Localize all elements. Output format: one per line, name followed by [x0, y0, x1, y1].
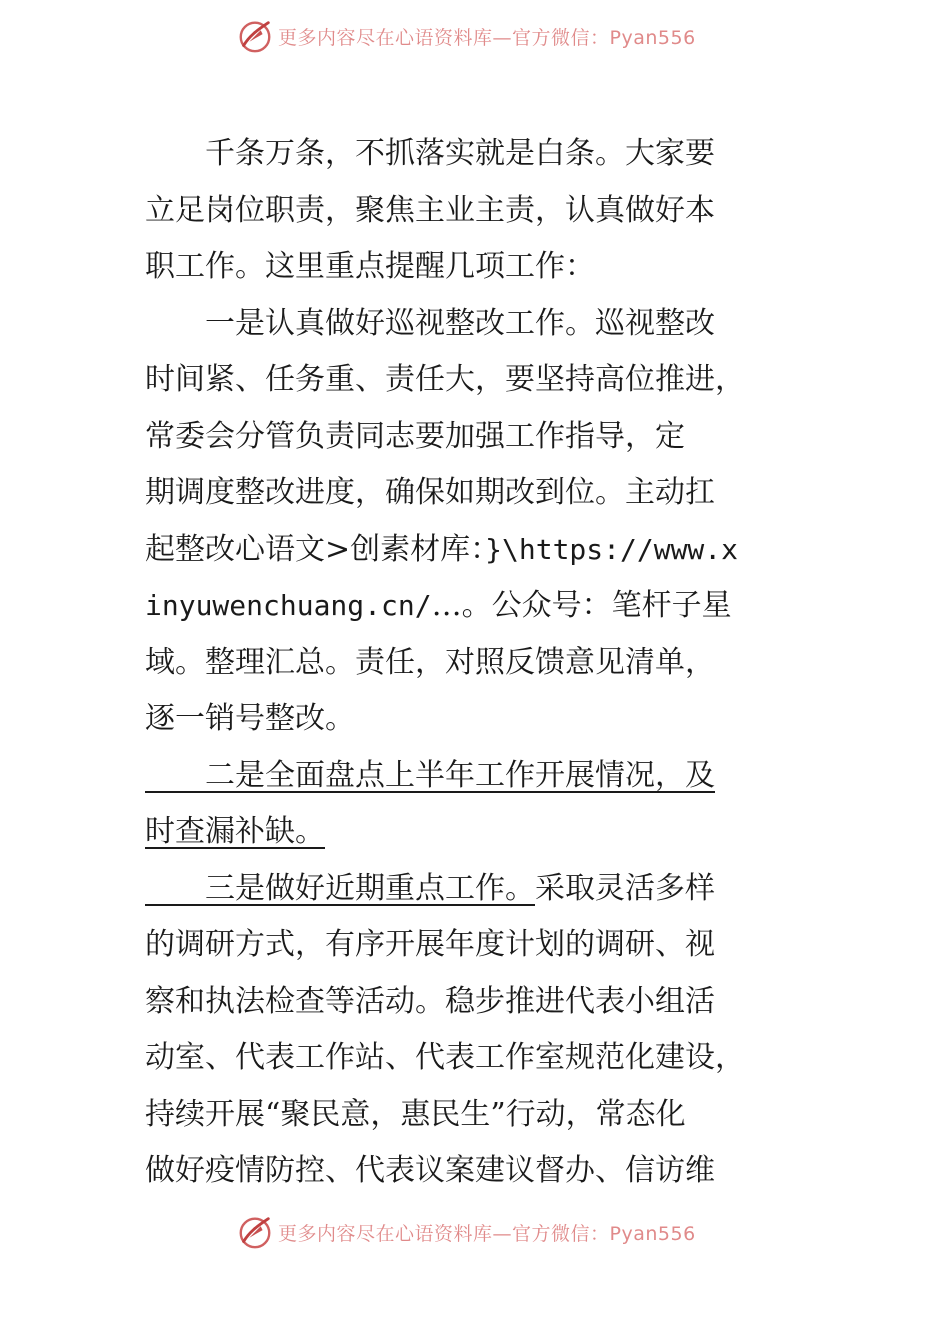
- underlined-text: 三是做好近期重点工作。: [145, 870, 535, 906]
- text-span: 做好疫情防控、代表议案建议督办、信访维: [145, 1153, 715, 1188]
- text-line: [145, 974, 825, 1031]
- text-line: [145, 691, 825, 748]
- text-line: [145, 183, 825, 240]
- underlined-text: 二是全面盘点上半年工作开展情况，及: [145, 757, 715, 793]
- text-line: [145, 917, 825, 974]
- watermark-text: 更多内容尽在心语资料库—官方微信：Pyan556: [278, 26, 696, 49]
- text-span: 采取灵活多样: [535, 870, 715, 906]
- text-span: 逐一销号整改。: [145, 701, 355, 736]
- text-line: [145, 635, 825, 692]
- text-line: [145, 409, 825, 466]
- text-span: 察和执法检查等活动。稳步推进代表小组活: [145, 983, 715, 1019]
- text-line: [145, 1087, 825, 1144]
- url-text: }\https://www.x: [485, 532, 739, 566]
- text-line: [145, 748, 825, 805]
- text-line: [145, 1143, 825, 1200]
- text-span: 起整改心语文>创素材库：: [145, 531, 486, 567]
- text-line: [145, 296, 825, 353]
- text-span: 的调研方式，有序开展年度计划的调研、视: [145, 927, 715, 962]
- text-line: [145, 352, 825, 409]
- text-span: 一是认真做好巡视整改工作。巡视整改: [145, 305, 715, 341]
- text-line: [145, 239, 825, 296]
- text-span: 时间紧、任务重、责任大，要坚持高位推进，: [145, 362, 745, 397]
- text-line: [145, 522, 825, 579]
- brand-logo-icon: [236, 1213, 274, 1251]
- text-span: 动室、代表工作站、代表工作室规范化建设，: [145, 1040, 745, 1075]
- text-span: 千条万条，不抓落实就是白条。大家要: [145, 136, 715, 171]
- underlined-text: 时查漏补缺。: [145, 814, 325, 849]
- text-span: 常委会分管负责同志要加强工作指导，定: [145, 418, 685, 454]
- text-line: [145, 465, 825, 522]
- text-line: [145, 126, 825, 183]
- text-span: 持续开展“聚民意，惠民生”行动，常态化: [145, 1096, 686, 1132]
- text-line: [145, 1030, 825, 1087]
- watermark-text: 更多内容尽在心语资料库—官方微信：Pyan556: [278, 1222, 696, 1245]
- brand-logo-icon: [236, 17, 274, 55]
- text-span: 立足岗位职责，聚焦主业主责，认真做好本: [145, 192, 715, 228]
- header-watermark: [236, 16, 696, 56]
- text-line: [145, 861, 825, 918]
- text-span: …。公众号：笔杆子星: [431, 588, 732, 623]
- footer-watermark: [236, 1212, 696, 1252]
- url-text: inyuwenchuang.cn/: [145, 589, 432, 622]
- text-line: [145, 804, 825, 861]
- text-span: 职工作。这里重点提醒几项工作：: [145, 249, 595, 284]
- text-line: [145, 578, 825, 635]
- document-body: [145, 126, 825, 1200]
- text-span: 域。整理汇总。责任，对照反馈意见清单，: [145, 644, 715, 680]
- text-span: 期调度整改进度，确保如期改到位。主动扛: [145, 475, 715, 510]
